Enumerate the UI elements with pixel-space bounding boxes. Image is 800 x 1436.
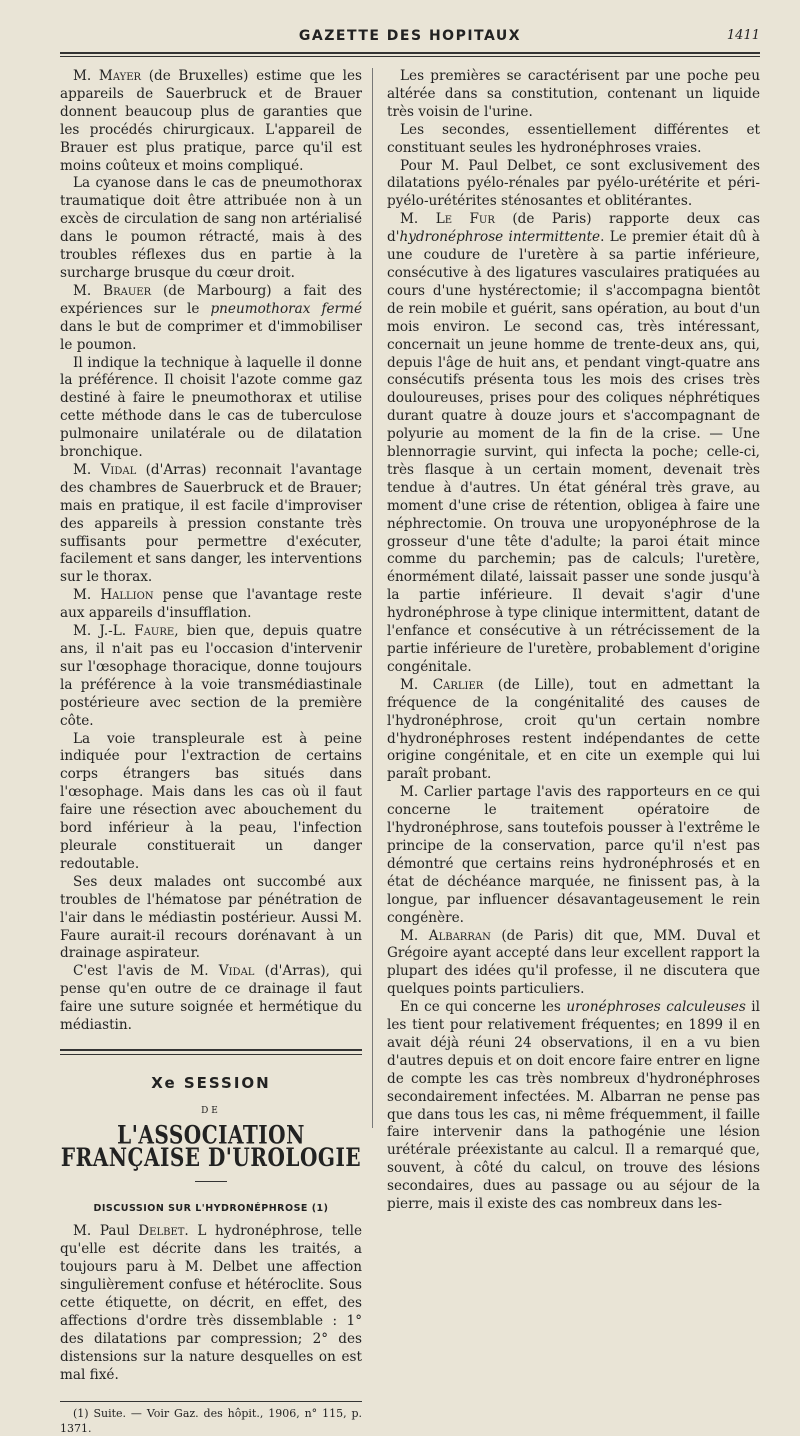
header-rule-thin [60, 56, 760, 57]
text-run: (de Marbourg) a fait des expériences sur le [60, 282, 362, 317]
paragraph [387, 999, 760, 1214]
text-run: M. Paul [73, 1223, 139, 1240]
session-de: DE [201, 1105, 221, 1116]
italic-term: hydronéphrose intermittente [399, 229, 601, 246]
paragraph [387, 784, 760, 927]
association-title: L'ASSOCIATION FRANÇAISE D'UROLOGIE [60, 1119, 362, 1172]
text-run: Il indique la technique à laquelle il donne la préférence. Il choisit l'azote comme gaz destiné à faire le pneumothorax et utilise cette méthode dans le cas de tuberculose pulmonaire unilatérale ou de dilatation bronchique. [60, 354, 362, 461]
section-rule-thin [60, 1054, 362, 1055]
section-heading [60, 1049, 362, 1218]
footnote: (1) Suite. — Voir Gaz. des hôpit., 1906, n° 115, p. 1371. [60, 1406, 362, 1435]
text-run: (d'Arras), qui pense qu'en outre de ce drainage il faut faire une suture soignée et hermétique du médiastin. [60, 963, 362, 1034]
author-name: Le Fur [435, 211, 495, 228]
column-divider [372, 68, 373, 1128]
page-header [60, 28, 760, 50]
paragraph [60, 874, 362, 964]
right-column-text [387, 68, 760, 1214]
paragraph [60, 587, 362, 623]
author-name: Carlier [432, 676, 484, 693]
text-run: il les tient pour relativement fréquentes; en 1899 il en avait déjà réuni 24 observations, il en a vu bien d'autres depuis et on doit encore faire entrer en ligne de compte les cas très nombreux d'hydronéphroses secondairement infectées. M. Albarran ne pense pas que dans tous les cas, ni même fréquemment, il faille faire intervenir dans la pathogénie une lésion urétérale préexistante au calcul. Il a remarqué que, souvent, à côté du calcul, on trouve des lésions secondaires, dues au passage ou au séjour de la pierre, mais il existe des cas nombreux dans les- [387, 999, 760, 1213]
text-run: Les premières se caractérisent par une poche peu altérée dans sa constitution, contenant un liquide très voisin de l'urine. [387, 68, 760, 120]
footnote-rule [60, 1401, 362, 1402]
text-run: , bien que, depuis quatre ans, il n'ait pas eu l'occasion d'intervenir sur l'œsophage thoracique, donne toujours la préférence à la voie transmédiastinale postérieure avec section de la première côte. [60, 623, 362, 729]
text-run: M. [73, 68, 99, 84]
left-column [60, 68, 362, 1436]
text-run: M. [73, 461, 101, 478]
author-name: Mayer [98, 68, 142, 84]
paragraph [60, 462, 362, 587]
text-run: (de Lille), tout en admettant la fréquence de la congénitalité des causes de l'hydronéphrose, croit qu'un certain nombre d'hydronéphroses restent indépendantes de cette origine congénitale, et en cite un exemple qui lui paraît probant. [387, 676, 761, 783]
paragraph [60, 623, 362, 730]
author-name: Hallion [100, 587, 154, 604]
text-run: Pour M. Paul Delbet, ce sont exclusivement des dilatations pyélo-rénales par pyélo-urétérite et péri-pyélo-urétérites sténosantes et oblitérantes. [387, 157, 760, 210]
italic-term: pneumothorax fermé [210, 300, 362, 317]
author-name: Albarran [428, 927, 491, 944]
text-run: . Le premier était dû à une coudure de l'uretère à sa partie inférieure, consécutive à des ligatures vasculaires pratiquées au cours d'une hystérectomie; il s'accompagna bientôt de rein mobile et guérit, sans opération, au bout d'un mois environ. Le second cas, très intéressant, concernait un jeune homme de trente-deux ans, qui, depuis l'âge de huit ans, et pendant vingt-quatre ans consécutifs présenta tous les mois des crises très douloureuses, prises pour des coliques néphrétiques durant quatre à douze jours et s'accompagnant de polyurie au moment de la fin de la crise. — Une blennorragie survint, qui infecta la poche; celle-ci, très flasque à un certain moment, devenait très tendue à d'autres. Un état général très grave, au moment d'une crise de rétention, obligea à faire une néphrectomie. On trouva une uropyonéphrose de la grosseur d'une tête d'adulte; la paroi était mince comme du parchemin; pas de calculs; l'uretère, énormément dilaté, laissait passer une sonde jusqu'à la partie inférieure. Il devait s'agir d'une hydronéphrose à type clinique intermittent, datant de l'enfance et consécutive à un rétrécissement de la partie inférieure de l'uretère, probablement d'origine congénitale. [387, 229, 760, 675]
short-divider [195, 1181, 227, 1182]
paragraph [387, 677, 760, 784]
text-run: (de Paris) rapporte deux cas d' [387, 211, 761, 246]
paragraph [60, 355, 362, 462]
paragraph [387, 122, 760, 158]
paragraph [60, 283, 362, 355]
paragraph [60, 731, 362, 874]
paragraph [387, 68, 760, 122]
text-run: dans le but de comprimer et d'immobiliser le poumon. [60, 318, 362, 353]
author-name: Vidal [218, 963, 255, 980]
paragraph [60, 1223, 362, 1384]
text-run: La cyanose dans le cas de pneumothorax traumatique doit être attribuée non à un excès de circulation de sang non artérialisé dans le poumon rétracté, mais à des troubles réflexes dus en partie à la surcharge brusque du cœur droit. [60, 175, 362, 281]
text-run: C'est l'avis de M. [73, 963, 219, 980]
text-run: Les secondes, essentiellement différentes et constituant seules les hydronéphroses vraies. [387, 121, 760, 156]
header-rule [60, 52, 760, 54]
text-run: (de Paris) dit que, MM. Duval et Grégoire ayant accepté dans leur excellent rapport la plupart des idées qu'il professe, il ne discutera que quelques points particuliers. [387, 927, 761, 998]
paragraph [387, 928, 760, 1000]
paragraph [60, 963, 362, 1035]
text-run: M. Carlier partage l'avis des rapporteurs en ce qui concerne le traitement opératoire de l'hydronéphrose, sans toutefois pousser à l'extrême le principe de la conservation, parce qu'il n'est pas démontré que certains reins hydronéphrosés et en état de déchéance marquée, ne finissent pas, à la longue, par influencer désavantageusement le rein congénère. [387, 784, 760, 926]
paragraph [60, 175, 362, 282]
paragraph [60, 68, 362, 175]
author-name: Delbet [138, 1223, 185, 1240]
author-name: Faure [134, 623, 175, 640]
page-number: 1411 [726, 28, 760, 43]
text-run: M. [73, 282, 104, 299]
right-column [387, 68, 760, 1214]
author-name: Brauer [103, 282, 152, 299]
text-run: M. [400, 211, 436, 228]
section-text [60, 1223, 362, 1384]
text-run: (d'Arras) reconnait l'avantage des chambres de Sauerbruck et de Brauer; mais en pratique, il est facile d'improviser des appareils à pression constante très suffisants pour permettre d'exécuter, facilement et sans danger, les interventions sur le thorax. [60, 461, 362, 586]
session-title: Xe SESSION [151, 1073, 271, 1092]
section-rule [60, 1049, 362, 1051]
left-column-text [60, 68, 362, 1035]
paragraph [387, 211, 760, 677]
text-run: Ses deux malades ont succombé aux troubles de l'hématose par pénétration de l'air dans le médiastin postérieur. Aussi M. Faure aurait-il recours dorénavant à un drainage aspirateur. [60, 873, 362, 962]
italic-term: uronéphroses calculeuses [566, 999, 746, 1016]
paragraph [387, 158, 760, 212]
text-run: En ce qui concerne les [400, 999, 567, 1016]
text-run: M. [400, 927, 429, 944]
journal-title: GAZETTE DES HOPITAUX [298, 28, 522, 44]
text-run: M. J.-L. [73, 623, 135, 640]
text-run: M. [73, 587, 101, 604]
text-run: . L hydronéphrose, telle qu'elle est décrite dans les traités, a toujours paru à M. Delbet une affection singulièrement confuse et hétéroclite. Sous cette étiquette, on décrit, en effet, des affections d'ordre très dissemblable : 1° des dilatations par compression; 2° des distensions sur la nature desquelles on est mal fixé. [60, 1223, 362, 1383]
text-run: (de Bruxelles) estime que les appareils de Sauerbruck et de Brauer donnent beaucoup plus de garanties que les procédés chirurgicaux. L'appareil de Brauer est plus pratique, parce qu'il est moins coûteux et moins compliqué. [60, 68, 363, 174]
text-run: M. [400, 676, 433, 693]
author-name: Vidal [100, 461, 137, 478]
text-run: La voie transpleurale est à peine indiquée pour l'extraction de certains corps étrangers bas situés dans l'œsophage. Mais dans les cas où il faut faire une résection avec abouchement du bord inférieur à la peau, l'infection pleurale constituerait un danger redoutable. [60, 730, 362, 872]
text-run: pense que l'avantage reste aux appareils d'insufflation. [60, 587, 362, 622]
discussion-title: DISCUSSION SUR L'HYDRONÉPHROSE (1) [93, 1202, 329, 1214]
